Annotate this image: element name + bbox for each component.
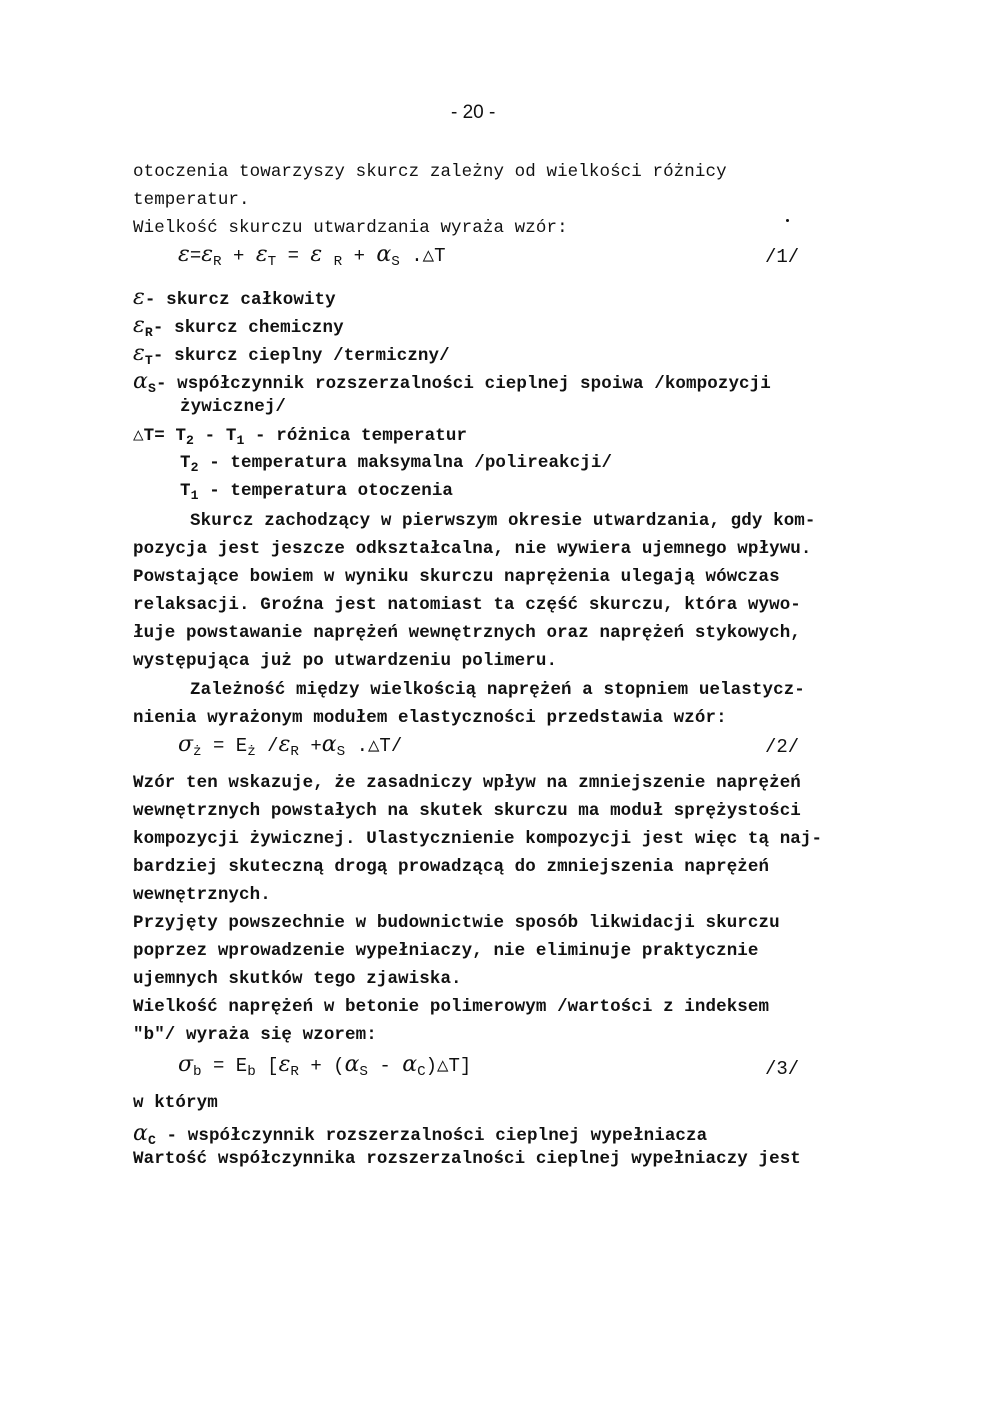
text-line: kompozycji żywicznej. Ulastycznienie kompozycji jest więc tą naj-: [133, 829, 823, 849]
definition-line: $T_1$ - temperatura otoczenia: [180, 481, 454, 503]
equation-1-number: /1/: [765, 246, 800, 268]
text-line: łuje powstawanie naprężeń wewnętrznych oraz naprężeń stykowych,: [133, 623, 801, 643]
equation-1: $\varepsilon=\varepsilon_R + \varepsilon_T = \varepsilon$ $_R + \alpha_S$ .△T: [178, 242, 446, 270]
text-line: poprzez wprowadzenie wypełniaczy, nie eliminuje praktycznie: [133, 941, 759, 961]
text-line: Wielkość skurczu utwardzania wyraża wzór:: [133, 218, 568, 238]
text-line: Wielkość naprężeń w betonie polimerowym /wartości z indeksem: [133, 997, 770, 1017]
text-line: bardziej skuteczną drogą prowadzącą do zmniejszenia naprężeń: [133, 857, 770, 877]
definition-line: ε- skurcz całkowity: [133, 285, 336, 310]
text-line: temperatur.: [133, 190, 250, 210]
text-line: wewnętrznych powstałych na skutek skurczu ma moduł sprężystości: [133, 801, 801, 821]
text-line: pozycja jest jeszcze odkształcalna, nie wywiera ujemnego wpływu.: [133, 539, 812, 559]
equation-2: $\sigma_ż = E_ż$ $/\varepsilon_R +\alpha_S$ .△T/: [178, 732, 403, 760]
definition-line: $\varepsilon_T-$ skurcz cieplny /termiczny/: [133, 341, 450, 368]
text-line: nienia wyrażonym modułem elastyczności przedstawia wzór:: [133, 708, 727, 728]
text-line: żywicznej/: [180, 397, 287, 417]
text-line: "b"/ wyraża się wzorem:: [133, 1025, 377, 1045]
stray-dot: [786, 219, 789, 222]
equation-2-number: /2/: [765, 736, 800, 758]
text-line: Wartość współczynnika rozszerzalności cieplnej wypełniaczy jest: [133, 1149, 801, 1169]
definition-line: △T= $T_2 - T_1$ - różnica temperatur: [133, 426, 468, 448]
equation-3: $\sigma_b = E_b$ [$\varepsilon_R + (\alpha_S$ - $\alpha_C)\triangle T$]: [178, 1052, 472, 1080]
text-line: Powstające bowiem w wyniku skurczu naprężenia ulegają wówczas: [133, 567, 780, 587]
text-line: w którym: [133, 1093, 218, 1113]
definition-line: $\alpha_C$ - współczynnik rozszerzalności cieplnej wypełniacza: [133, 1121, 708, 1148]
text-line: Skurcz zachodzący w pierwszym okresie utwardzania, gdy kom-: [190, 511, 816, 531]
definition-line: $\varepsilon_R-$ skurcz chemiczny: [133, 313, 344, 340]
equation-3-number: /3/: [765, 1058, 800, 1080]
text-line: występująca już po utwardzeniu polimeru.: [133, 651, 558, 671]
text-line: ujemnych skutków tego zjawiska.: [133, 969, 462, 989]
text-line: otoczenia towarzyszy skurcz zależny od wielkości różnicy: [133, 162, 727, 182]
text-line: Zależność między wielkością naprężeń a stopniem uelastycz-: [190, 680, 805, 700]
text-line: wewnętrznych.: [133, 885, 271, 905]
text-line: Wzór ten wskazuje, że zasadniczy wpływ na zmniejszenie naprężeń: [133, 773, 801, 793]
definition-line: $\alpha_S-$ współczynnik rozszerzalności cieplnej spoiwa /kompozycji: [133, 369, 771, 396]
text-line: relaksacji. Groźna jest natomiast ta część skurczu, która wywo-: [133, 595, 801, 615]
definition-line: $T_2$ - temperatura maksymalna /polireakcji/: [180, 453, 613, 475]
text-line: Przyjęty powszechnie w budownictwie sposób likwidacji skurczu: [133, 913, 780, 933]
page-number: - 20 -: [451, 102, 496, 123]
